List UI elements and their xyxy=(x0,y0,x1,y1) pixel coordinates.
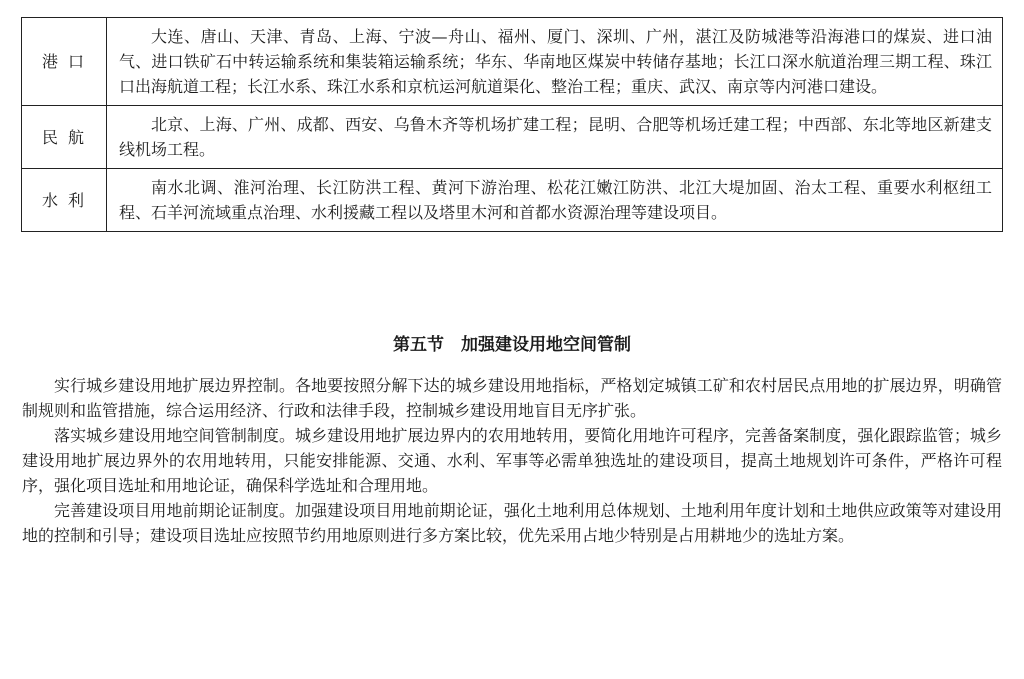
row-description-water xyxy=(107,169,1003,232)
row-text: 北京、上海、广州、成都、西安、乌鲁木齐等机场扩建工程；昆明、合肥等机场迁建工程；中西部、东北等地区新建支线机场工程。 xyxy=(119,115,992,159)
row-category-water: 水利 xyxy=(22,169,107,232)
table-row xyxy=(22,106,1003,169)
row-category-ports: 港口 xyxy=(22,18,107,106)
table-row xyxy=(22,18,1003,106)
table-row xyxy=(22,169,1003,232)
paragraph-boundary-control: 实行城乡建设用地扩展边界控制。各地要按照分解下达的城乡建设用地指标，严格划定城镇工矿和农村居民点用地的扩展边界，明确管制规则和监管措施，综合运用经济、行政和法律手段，控制城乡建设用地盲目无序扩张。 xyxy=(22,376,1002,420)
body-text xyxy=(22,373,1002,548)
infrastructure-projects-table xyxy=(21,17,1003,232)
row-description-aviation xyxy=(107,106,1003,169)
paragraph-spatial-control: 落实城乡建设用地空间管制制度。城乡建设用地扩展边界内的农用地转用，要简化用地许可程序，完善备案制度，强化跟踪监管；城乡建设用地扩展边界外的农用地转用，只能安排能源、交通、水利、军事等必需单独选址的建设项目，提高土地规划许可条件，严格许可程序，强化项目选址和用地论证，确保科学选址和合理用地。 xyxy=(22,426,1002,495)
row-text: 南水北调、淮河治理、长江防洪工程、黄河下游治理、松花江嫩江防洪、北江大堤加固、治太工程、重要水利枢纽工程、石羊河流域重点治理、水利援藏工程以及塔里木河和首都水资源治理等建设项目。 xyxy=(119,178,992,222)
row-description-ports xyxy=(107,18,1003,106)
row-category-aviation: 民航 xyxy=(22,106,107,169)
row-text: 大连、唐山、天津、青岛、上海、宁波—舟山、福州、厦门、深圳、广州，湛江及防城港等沿海港口的煤炭、进口油气、进口铁矿石中转运输系统和集装箱运输系统；华东、华南地区煤炭中转储存基地；长江口深水航道治理三期工程、珠江口出海航道工程；长江水系、珠江水系和京杭运河航道渠化、整治工程；重庆、武汉、南京等内河港口建设。 xyxy=(119,27,992,96)
section-title: 第五节 加强建设用地空间管制 xyxy=(393,335,631,355)
paragraph-preliminary-review: 完善建设项目用地前期论证制度。加强建设项目用地前期论证，强化土地利用总体规划、土地利用年度计划和土地供应政策等对建设用地的控制和引导；建设项目选址应按照节约用地原则进行多方案比较，优先采用占地少特别是占用耕地少的选址方案。 xyxy=(22,501,1002,545)
